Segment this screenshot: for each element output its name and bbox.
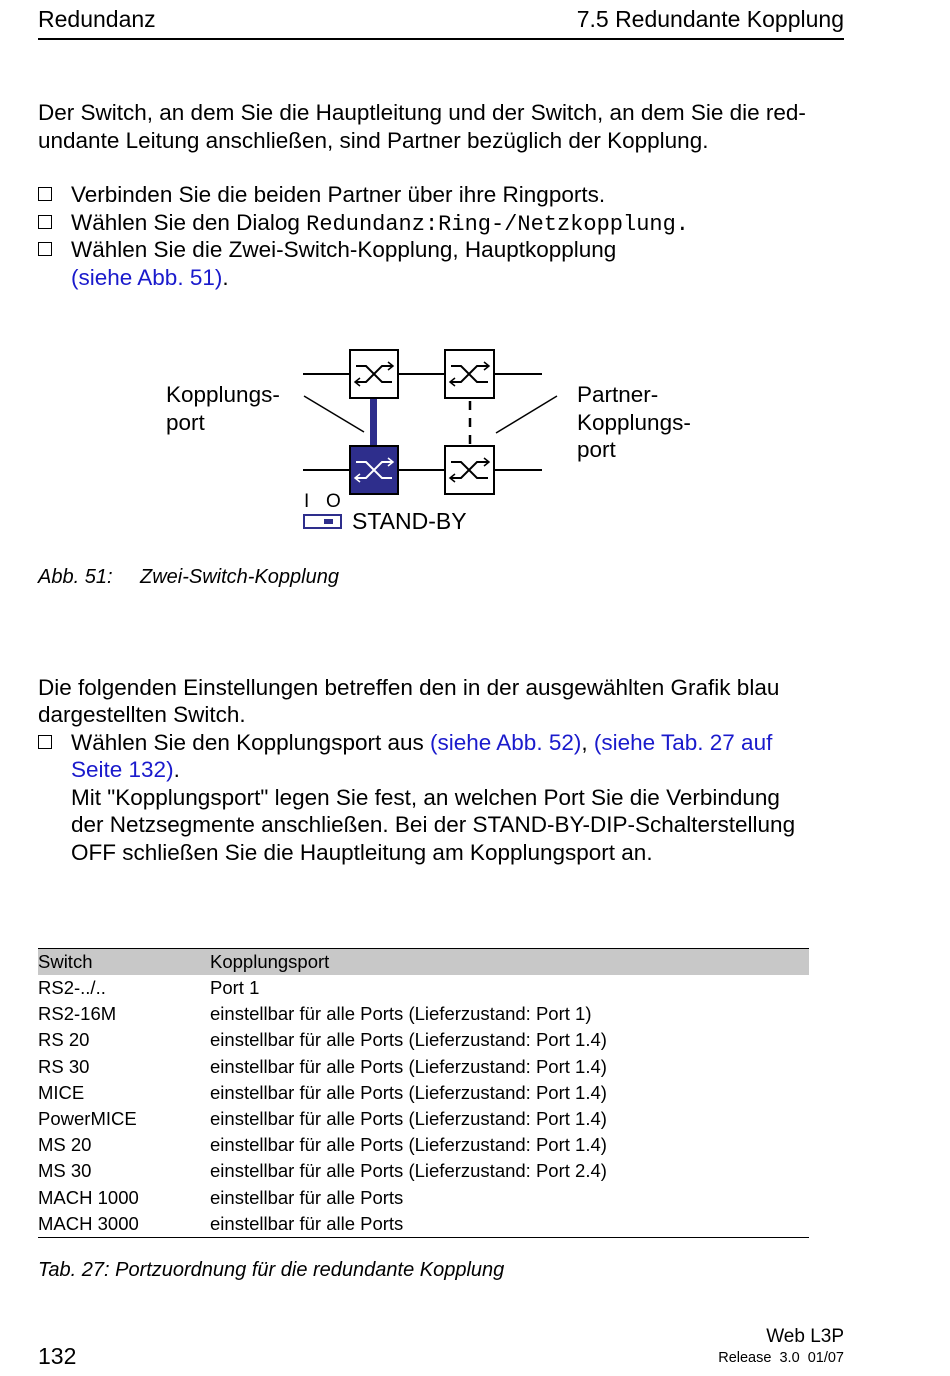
step-3-text: Wählen Sie die Zwei-Switch-Kopplung, Hauptkopplung [71, 237, 617, 262]
table-cell-switch: RS2-16M [38, 1003, 117, 1025]
table-header-coupling-port: Kopplungsport [210, 949, 809, 976]
page-number: 132 [38, 1343, 77, 1369]
switch-top-left-icon [350, 350, 398, 398]
checkbox-icon [38, 209, 52, 237]
diagram-graphic [0, 330, 950, 550]
switch-top-right-icon [445, 350, 494, 398]
table-cell-switch: MS 30 [38, 1160, 92, 1182]
product-name: Web L3P [766, 1326, 844, 1347]
table-cell-port: Port 1 [210, 977, 260, 999]
table-row [38, 1158, 809, 1184]
step-1-text: Verbinden Sie die beiden Partner über ihre Ringports. [71, 182, 606, 207]
release-info: Release 3.0 01/07 [718, 1350, 844, 1366]
table-cell-port: einstellbar für alle Ports (Lieferzustand: Port 2.4) [210, 1160, 607, 1182]
table-row [38, 1106, 809, 1132]
settings-section [0, 674, 950, 874]
coupling-diagram [0, 330, 950, 550]
table-cell-port: einstellbar für alle Ports (Lieferzustand: Port 1.4) [210, 1134, 607, 1156]
label-coupling-port: Kopplungs- port [166, 382, 280, 435]
figure-51-link[interactable]: (siehe Abb. 51) [71, 265, 223, 290]
table-cell-port: einstellbar für alle Ports [210, 1186, 404, 1208]
table-cell-switch: RS 20 [38, 1029, 90, 1051]
table-cell-port: einstellbar für alle Ports (Lieferzustand: Port 1.4) [210, 1055, 607, 1077]
intro-line-1: Der Switch, an dem Sie die Hauptleitung und der Switch, an dem Sie die red- [38, 100, 806, 125]
step-2-text [71, 209, 689, 239]
table-row [38, 1132, 809, 1158]
dip-switch-label-o: O [326, 491, 341, 512]
step-2-dialog-path: Redundanz:Ring-/Netzkopplung. [306, 212, 690, 237]
checkbox-icon [38, 729, 52, 757]
step-3-suffix: . [222, 265, 229, 290]
table-cell-port: einstellbar für alle Ports (Lieferzustand: Port 1.4) [210, 1108, 607, 1130]
settings-step-continuation: Seite 132). [71, 757, 180, 782]
label-partner-coupling-port: Partner- Kopplungs- port [577, 382, 691, 462]
settings-note-line-3: OFF schließen Sie die Hauptleitung am Kopplungsport an. [71, 840, 653, 865]
table-header-switch: Switch [38, 949, 210, 976]
switch-bottom-right-icon [445, 446, 494, 494]
instruction-list [0, 181, 950, 291]
table-cell-switch: MS 20 [38, 1134, 92, 1156]
step-2-prefix: Wählen Sie den Dialog [71, 210, 307, 235]
table-row [38, 1080, 809, 1106]
figure-caption-number: Abb. 51: [38, 566, 113, 588]
settings-step-text: Wählen Sie den Kopplungsport aus (siehe Abb. 52), (siehe Tab. 27 auf [71, 730, 773, 755]
table-cell-switch: RS2-../.. [38, 977, 106, 999]
table-row [38, 1001, 809, 1027]
table-row [38, 975, 809, 1001]
checkbox-icon [38, 181, 52, 209]
table-cell-switch: RS 30 [38, 1055, 90, 1077]
checkbox-icon [38, 236, 52, 264]
table-header-row [38, 949, 809, 976]
table-row [38, 1185, 809, 1211]
dip-switch-icon [304, 515, 341, 528]
intro-line-2: undante Leitung anschließen, sind Partner bezüglich der Kopplung. [38, 127, 709, 153]
table-cell-port: einstellbar für alle Ports (Lieferzustand: Port 1.4) [210, 1029, 607, 1051]
table-27-link[interactable]: (siehe Tab. 27 auf [593, 730, 773, 755]
table-cell-port: einstellbar für alle Ports (Lieferzustand: Port 1) [210, 1003, 592, 1025]
table-row [38, 1054, 809, 1080]
port-assignment-table [38, 948, 809, 1238]
step-3-continuation [71, 264, 229, 292]
running-header-left: Redundanz [38, 6, 156, 32]
settings-note-line-2: der Netzsegmente anschließen. Bei der STAND-BY-DIP-Schalterstellung [71, 812, 796, 837]
figure-caption-text: Zwei-Switch-Kopplung [140, 566, 339, 588]
standby-label: STAND-BY [352, 508, 467, 534]
figure-52-link[interactable]: (siehe Abb. 52) [430, 730, 582, 755]
dip-switch-label-i: I [304, 491, 310, 512]
table-cell-port: einstellbar für alle Ports [210, 1211, 809, 1238]
table-row [38, 1211, 809, 1238]
running-header-right: 7.5 Redundante Kopplung [576, 6, 844, 32]
settings-line-1: Die folgenden Einstellungen betreffen den in der ausgewählten Grafik blau [38, 675, 780, 700]
table-cell-switch: MACH 3000 [38, 1211, 210, 1238]
intro-paragraph [38, 99, 806, 154]
table-cell-switch: PowerMICE [38, 1108, 137, 1130]
table-cell-switch: MICE [38, 1081, 85, 1103]
switch-bottom-left-highlighted-icon [350, 446, 398, 494]
table-cell-switch: MACH 1000 [38, 1186, 139, 1208]
table-caption: Tab. 27: Portzuordnung für die redundante Kopplung [38, 1259, 505, 1281]
settings-line-2: dargestellten Switch. [38, 702, 246, 727]
header-rule [38, 38, 844, 40]
table-cell-port: einstellbar für alle Ports (Lieferzustand: Port 1.4) [210, 1081, 607, 1103]
table-row [38, 1027, 809, 1053]
settings-note-line-1: Mit "Kopplungsport" legen Sie fest, an welchen Port Sie die Verbindung [71, 785, 780, 810]
table-27-link-page[interactable]: Seite 132) [71, 757, 174, 782]
